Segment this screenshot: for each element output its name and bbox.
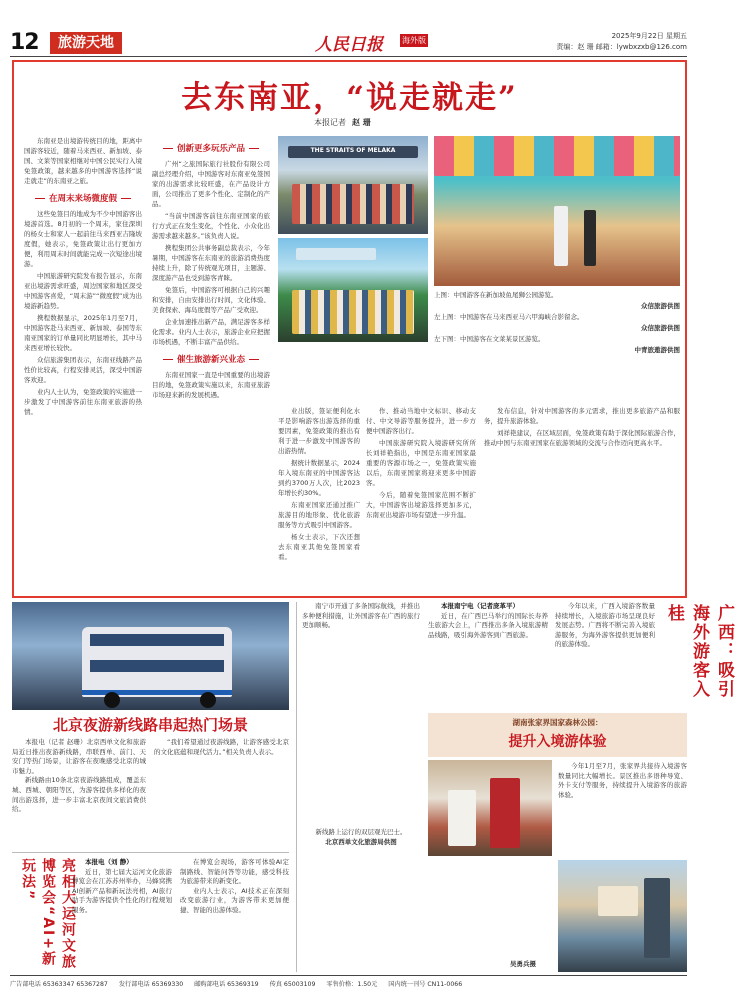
- feature-column-1: [24, 136, 142, 592]
- feature-paragraph: 中国旅游研究院发布报告显示，东南亚出境游需求旺盛，周边国家和地区深受中国游客喜爱，“周末游”“微度假”成为出境游新趋势。: [24, 272, 142, 310]
- footer-rule: [10, 975, 687, 976]
- feature-paragraph: 携程数据显示，2025年1月至7月，中国游客赴马来西亚、新加坡、泰国等东南亚国家的订单量同比明显增长，其中马来西亚增长较快。: [24, 314, 142, 352]
- bus-upper-windows: [90, 634, 224, 646]
- ai-story-paragraph: 在博览会现场，游客可体验AI定制路线、智能问答等功能，感受科技为旅游带来的新变化。: [180, 858, 289, 886]
- ai-story-headline: 亮相大运河文旅博览会“AI+新玩法”: [20, 858, 76, 970]
- guangxi-story-paragraph: 近日，在广西巴马举行的国际长寿养生旅游大会上，广西推出多条入境旅游精品线路，吸引海外游客到广西旅游。: [428, 611, 548, 639]
- ai-story-column-1: [72, 858, 172, 970]
- tourist-group: [292, 290, 414, 334]
- feature-intro: 东南亚是出境游传统目的地，距离中国游客较近，随着马来西亚、新加坡、泰国、文莱等国家相继对中国公民实行入境免签政策，越来越多的中国游客选择“说走就走”的东南亚之旅。: [24, 137, 142, 185]
- ai-story-lead: [72, 858, 172, 868]
- caption-credit: 众信旅游供图: [641, 302, 680, 310]
- photo-rainforest-group: [278, 238, 428, 342]
- footer-item: 传真 65003109: [269, 981, 316, 988]
- page-number: 12: [10, 30, 39, 55]
- feature-paragraph: 广州“之旅国际旅行社股份有限公司副总经理介绍，中国游客对东南亚免签国家的出游需求比较旺盛，在产品设计方面，公司推出了更多个性化、定制化的产品。: [152, 160, 270, 208]
- byline-label: 本报记者: [314, 118, 346, 127]
- hunan-story-text: [558, 762, 687, 856]
- hunan-story-subtitle: 湖南张家界国家森林公园：: [512, 718, 603, 727]
- divider: [12, 852, 289, 853]
- bus-wheel: [104, 692, 120, 708]
- hunan-story-paragraph: 今年1月至7月，张家界共接待入境游客数量同比大幅增长。景区推出多语种导览、外卡支付等服务，持续提升入境游客的旅游体验。: [558, 762, 687, 799]
- feature-headline: 去东南亚，“说走就走”: [181, 80, 518, 116]
- section-title: 旅游天地: [50, 32, 122, 54]
- tourist-figure: [644, 878, 670, 958]
- feature-column-2: [152, 136, 270, 592]
- bus-story-paragraph: 新线路由10条北京夜游线路组成，覆盖东城、西城、朝阳等区，为游客提供多样化的夜间出游选择，进一步丰富北京夜间文旅消费供给。: [12, 776, 146, 814]
- caption-credit: 众信旅游供图: [641, 324, 680, 332]
- photo-captions: [434, 290, 680, 356]
- guangxi-story-headline: 广西：吸引海外游客入桂: [664, 604, 734, 699]
- paper-logo: 人民日报: [315, 35, 383, 55]
- footer-item: 邮购部电话 65369319: [194, 981, 259, 988]
- footer-item: 发行部电话 65369330: [118, 981, 184, 988]
- ai-story-column-2: [180, 858, 289, 970]
- bus-photo-footnote: [302, 828, 420, 858]
- feature-paragraph: 业出版，签证便利化水平是影响游客出游选择的重要因素，免签政策的推出有利于进一步激发中国游客的出游热情。: [278, 407, 360, 455]
- guangxi-story-column-2: [428, 602, 548, 708]
- umbrella-canopy: [434, 136, 680, 176]
- feature-paragraph: “当前中国游客前往东南亚国家的旅行方式正在发生变化，个性化、小众化出游需求越来越多。”该负责人说。: [152, 212, 270, 240]
- caption-right: 左下图：中国游客在文莱某景区游览。: [434, 335, 545, 343]
- hunan-story-banner: [428, 713, 687, 757]
- guangxi-story-column-3: [555, 602, 655, 708]
- bus-story-paragraph: “我们希望通过夜游线路，让游客感受北京的文化底蕴和现代活力。”相关负责人表示。: [154, 738, 289, 756]
- bus-story-column-2: [154, 738, 289, 848]
- feature-article: [12, 60, 687, 598]
- bus-story-column-1: [12, 738, 146, 848]
- feature-subhead-2: 创新更多玩乐产品: [152, 142, 270, 154]
- feature-paragraph: 刘祥艳建议，在区域层面，免签政策有助于深化国际旅游合作，推动中国与东南亚国家在旅游领域的交流与合作迈向更高水平。: [484, 429, 680, 447]
- feature-subhead-1: 在周末来场微度假: [24, 192, 142, 204]
- tourist-figure: [554, 206, 568, 266]
- ai-story-lead-text: 本报电（刘 静）: [85, 858, 133, 866]
- feature-paragraph: 作、推动当地中文标识、移动支付、中文导游等服务提升，进一步方便中国游客出行。: [366, 407, 476, 435]
- photo-malacca-group: [278, 136, 428, 234]
- byline: [314, 117, 371, 128]
- ai-story-paragraph: 业内人士表示，AI技术正在深刻改变旅游行业，为游客带来更加便捷、智能的出游体验。: [180, 886, 289, 914]
- photo-double-decker-bus: [12, 602, 289, 710]
- feature-column-3: [278, 406, 360, 592]
- feature-paragraph: 杨女士表示，下次还想去东南亚其他免签国家看看。: [278, 533, 360, 561]
- guangxi-story-column-1: [302, 602, 420, 822]
- guangxi-story-paragraph: 南宁市开通了多条国际航线，并推出多种便利措施，让外国游客在广西的旅行更加顺畅。: [302, 602, 420, 630]
- footer-item: 国内统一刊号 CN11-0066: [388, 981, 463, 988]
- bus-lower-windows: [90, 660, 224, 672]
- feature-column-4: [366, 406, 476, 592]
- masthead: [10, 30, 687, 56]
- feature-paragraph: 今后，随着免签国家范围不断扩大，中国游客出境游选择更加多元，东南亚出境游市场有望进一步升温。: [366, 491, 476, 519]
- masthead-meta: [556, 31, 687, 53]
- photo-hunan-guide: [428, 760, 552, 856]
- bus-photo-credit: 北京西单文化旅游局供图: [325, 837, 397, 846]
- feature-paragraph: 中国旅游研究院入境游研究所所长刘祥艳指出，中国是东南亚国家最重要的客源市场之一，免签政策实施以后，东南亚国家将迎来更多中国游客。: [366, 439, 476, 487]
- divider: [296, 602, 297, 972]
- bus-story-headline: 北京夜游新线路串起热门场景: [52, 716, 248, 734]
- caption-top: 上图：中国游客在新加坡鱼尾狮公园游览。: [434, 291, 558, 299]
- rainforest-sign: [296, 248, 376, 260]
- feature-paragraph: 据统计数据显示，2024年入境东南亚的中国游客达到约3700万人次，比2023年增长约30%。: [278, 459, 360, 497]
- footer-item: 广告部电话 65363347 65367287: [10, 981, 108, 988]
- feature-paragraph: 东南亚国家还通过推广旅游目的地形象、优化旅游服务等方式吸引中国游客。: [278, 501, 360, 529]
- footer-item: 零售价格：1.50元: [326, 981, 378, 988]
- caption-credit: 中青旅遨游供图: [634, 346, 680, 354]
- feature-paragraph: 这些免签目的地成为不少中国游客出境游首选。8月初的一个周末，家住深圳的杨女士和家人一起前往马来西亚吉隆坡度假，她表示，免签政策让出行更加方便，利用周末时间就能完成一次短途出境游。: [24, 210, 142, 268]
- photo-hunan-tourists: [558, 860, 687, 972]
- feature-paragraph: 发布信息，针对中国游客的多元需求，推出更多旅游产品和服务，提升旅游体验。: [484, 407, 680, 425]
- straits-sign-text: THE STRAITS OF MELAKA: [310, 147, 396, 154]
- bus-photo-caption: 新线路上运行的双层观光巴士。: [315, 828, 407, 836]
- edition-tag: 海外版: [402, 36, 426, 45]
- byline-name: 赵 珊: [352, 118, 371, 127]
- editor-line: 责编：赵 珊 邮箱：lywbxzxb@126.com: [556, 43, 687, 51]
- guide-figure: [490, 778, 520, 848]
- ai-story-paragraph: 近日，第七届大运河文化旅游博览会在江苏苏州举办，马蜂窝携AI创新产品和新玩法亮相，AI旅行助手为游客提供个性化的行程规划服务。: [72, 867, 172, 914]
- footer: [10, 979, 687, 988]
- feature-subhead-3: 催生旅游新兴业态: [152, 353, 270, 365]
- guangxi-story-lead: [428, 602, 548, 612]
- feature-paragraph: 企业加速推出新产品，满足游客多样化需求。业内人士表示，旅游企业应把握市场机遇，不断丰富产品供给。: [152, 318, 270, 346]
- tourist-group: [292, 184, 414, 224]
- hunan-photo-credit: 吴勇兵摄: [510, 960, 536, 968]
- map-leaflet: [598, 886, 638, 916]
- tourist-figure: [584, 210, 596, 266]
- visitor-figure: [448, 790, 476, 846]
- feature-column-5: [484, 406, 680, 592]
- hunan-story-headline: 提升入境游体验: [508, 734, 607, 750]
- feature-paragraph: 众信旅游集团表示，东南亚线路产品性价比较高，行程安排灵活，深受中国游客欢迎。: [24, 356, 142, 384]
- masthead-rule: [10, 56, 687, 57]
- guangxi-story-lead-text: 本报南宁电（记者庞革平）: [441, 602, 519, 610]
- feature-paragraph: 东南亚国家一直是中国重要的出境游目的地，免签政策实施以来，东南亚旅游市场迎来新的发展机遇。: [152, 371, 270, 399]
- feature-paragraph: 携程集团公共事务副总裁表示，今年暑期，中国游客在东南亚的旅游消费热度持续上升，除了传统观光项目，主题游、深度游产品也受到游客青睐。: [152, 244, 270, 282]
- photo-singapore-street: [434, 136, 680, 286]
- bus-story-paragraph: 本报电（记者 赵珊）北京西单文化和旅游局近日推出夜游新线路，串联西单、前门、天安门等热门场景，让游客在夜晚感受北京的城市魅力。: [12, 738, 146, 775]
- bus-wheel: [200, 692, 216, 708]
- feature-paragraph: 业内人士认为，免签政策的实施进一步激发了中国游客前往东南亚旅游的热情。: [24, 388, 142, 416]
- issue-date: 2025年9月22日 星期五: [611, 32, 687, 40]
- guangxi-story-paragraph: 今年以来，广西入境游客数量持续增长，入境旅游市场呈现良好发展态势。广西将不断完善入境旅游服务，为海外游客提供更加便利的旅游体验。: [555, 602, 655, 649]
- caption-left: 左上图：中国游客在马来西亚马六甲海峡合影留念。: [434, 313, 584, 321]
- feature-paragraph: 免签后，中国游客可根据自己的兴趣和安排，自由安排出行时间，文化体验、美食探索、海岛度假等产品广受欢迎。: [152, 286, 270, 314]
